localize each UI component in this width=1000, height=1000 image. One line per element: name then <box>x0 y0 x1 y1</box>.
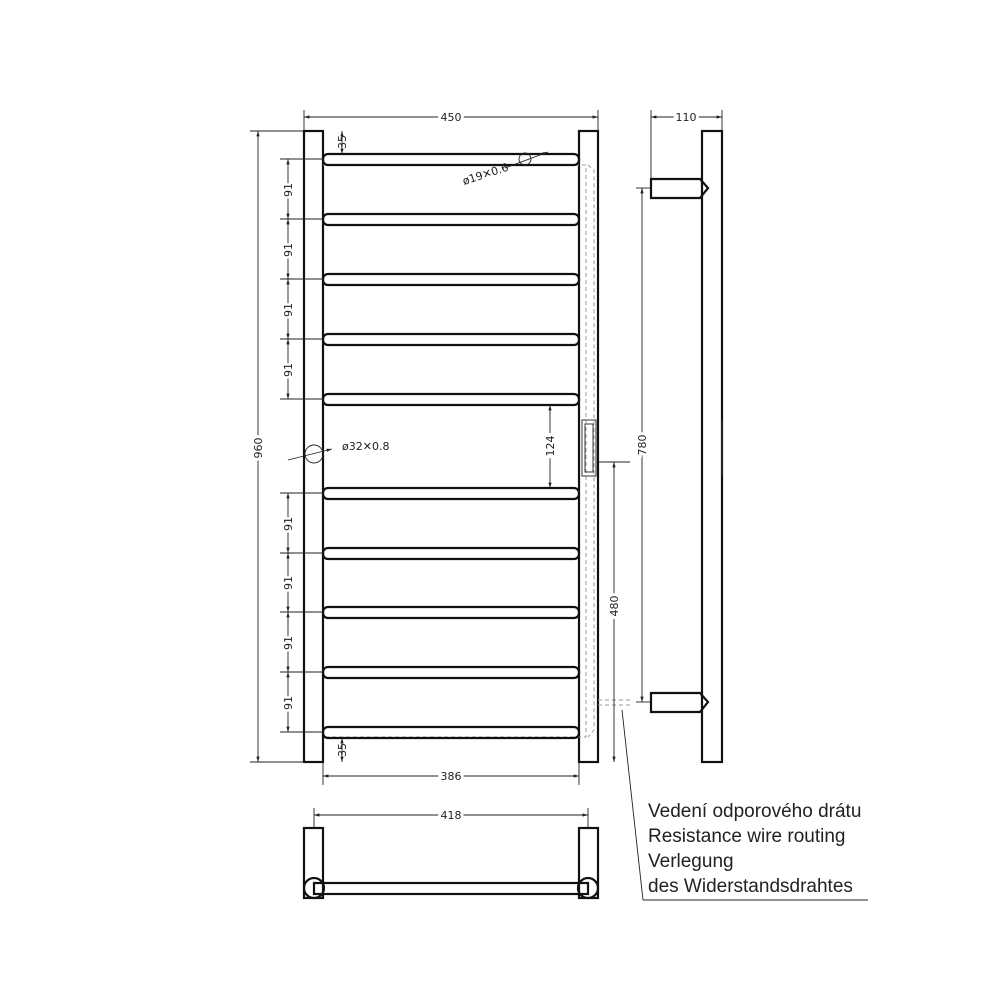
bar <box>323 727 579 738</box>
upper-bracket <box>651 179 708 198</box>
bar <box>323 154 579 165</box>
dim-middle-gap: 124 <box>544 435 557 457</box>
bar <box>323 394 579 405</box>
bar <box>323 488 579 499</box>
dim-spacing: 91 <box>282 303 295 317</box>
bar <box>323 334 579 345</box>
dim-spacing: 91 <box>282 696 295 710</box>
side-view <box>636 110 722 762</box>
dim-inner-width: 386 <box>440 770 462 783</box>
lower-bracket <box>651 693 708 712</box>
dim-width-total: 450 <box>440 111 462 124</box>
side-tube-spec: ø32✕0.8 <box>342 440 390 453</box>
dim-mount-spacing: 780 <box>636 434 649 456</box>
side-rail <box>702 131 722 762</box>
bar <box>323 548 579 559</box>
bar-tube-spec: ø19✕0.6 <box>460 160 511 188</box>
bar <box>323 607 579 618</box>
dim-mount-height: 480 <box>608 595 621 617</box>
bar <box>323 214 579 225</box>
side-tube-section-icon <box>305 445 323 463</box>
dim-spacing: 91 <box>282 576 295 590</box>
dim-height-total: 960 <box>252 437 265 459</box>
front-view <box>250 110 630 785</box>
legend-line-en: Resistance wire routing <box>648 826 846 847</box>
dim-spacing: 91 <box>282 363 295 377</box>
upper-spacing-dims <box>280 159 323 399</box>
dim-depth: 110 <box>675 111 697 124</box>
bar <box>323 274 579 285</box>
lower-spacing-dims <box>280 493 323 732</box>
dim-spacing: 91 <box>282 517 295 531</box>
wire-routing-legend <box>622 710 868 900</box>
left-rail <box>304 131 323 762</box>
bottom-view <box>304 808 598 898</box>
legend-line-de-2: des Widerstandsdrahtes <box>648 876 853 897</box>
legend-line-de-1: Verlegung <box>648 851 734 872</box>
dim-bottom-offset: 35 <box>336 743 349 757</box>
dim-bottom-width: 418 <box>440 809 462 822</box>
dim-spacing: 91 <box>282 636 295 650</box>
bottom-bar <box>314 883 588 894</box>
bar <box>323 667 579 678</box>
legend-line-cz: Vedení odporového drátu <box>648 801 862 822</box>
dim-spacing: 91 <box>282 183 295 197</box>
dim-top-offset: 35 <box>336 135 349 149</box>
dim-spacing: 91 <box>282 243 295 257</box>
